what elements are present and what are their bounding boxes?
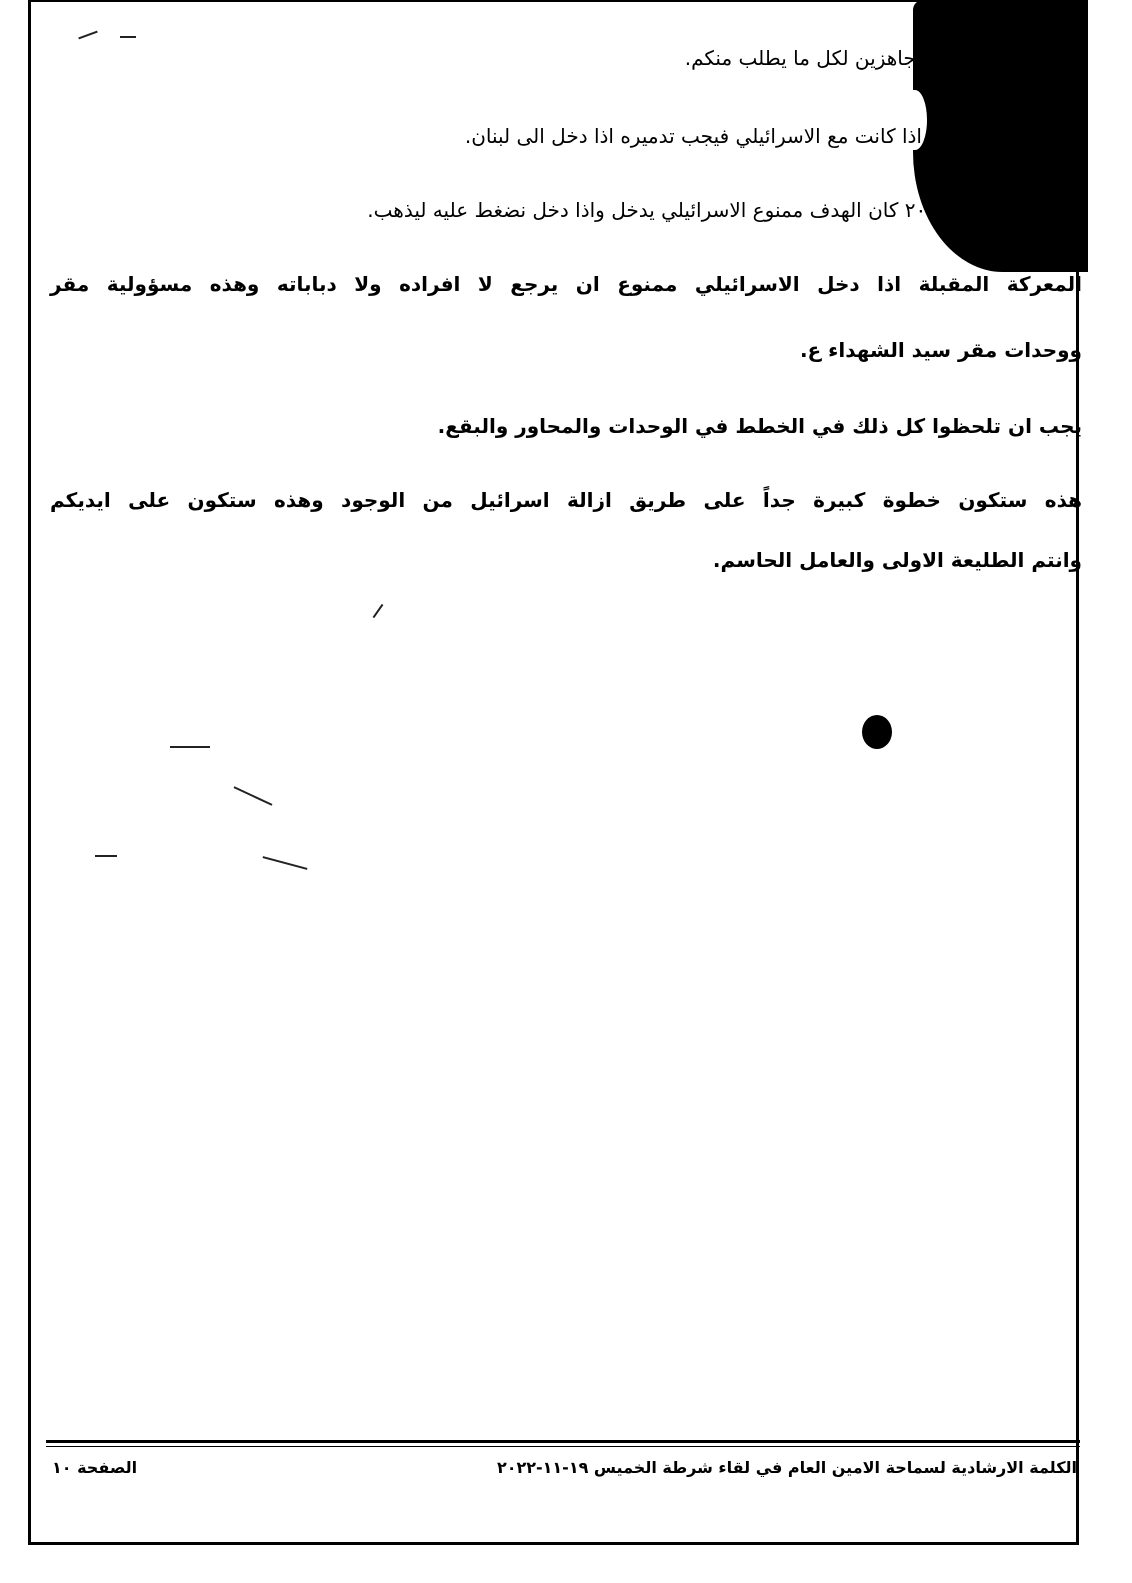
paragraph-7: هذه ستكون خطوة كبيرة جداً على طريق ازالة اسرائيل من الوجود وهذه ستكون على ايديكم [50,488,1082,512]
ink-spot [862,715,892,749]
paragraph-3: ام ٢٠٠٦ كان الهدف ممنوع الاسرائيلي يدخل واذا دخل نضغط عليه ليذهب. [367,198,972,222]
paragraph-8: وانتم الطليعة الاولى والعامل الحاسم. [712,548,1082,572]
scan-mark [120,36,136,38]
redaction-blot [913,0,1088,272]
paragraph-5: ووحدات مقر سيد الشهداء ع. [799,338,1082,362]
scan-mark [95,855,117,857]
page-border [28,0,1079,1545]
paragraph-6: يجب ان تلحظوا كل ذلك في الخطط في الوحدات والمحاور والبقع. [437,414,1082,438]
page-number: الصفحة ١٠ [52,1458,138,1477]
footer-title: الكلمة الارشادية لسماحة الامين العام في لقاء شرطة الخميس ١٩-١١-٢٠٢٢ [496,1458,1077,1477]
footer-rule-thin [46,1446,1080,1447]
paragraph-2: اذا كانت مع الاسرائيلي فيجب تدميره اذا دخل الى لبنان. [464,124,922,148]
scan-mark [170,746,210,748]
paragraph-1: روا جاهزين لكل ما يطلب منكم. [684,46,947,70]
footer-rule [46,1440,1080,1443]
paragraph-4: المعركة المقبلة اذا دخل الاسرائيلي ممنوع ان يرجع لا افراده ولا دباباته وهذه مسؤولية مقر [50,272,1082,296]
